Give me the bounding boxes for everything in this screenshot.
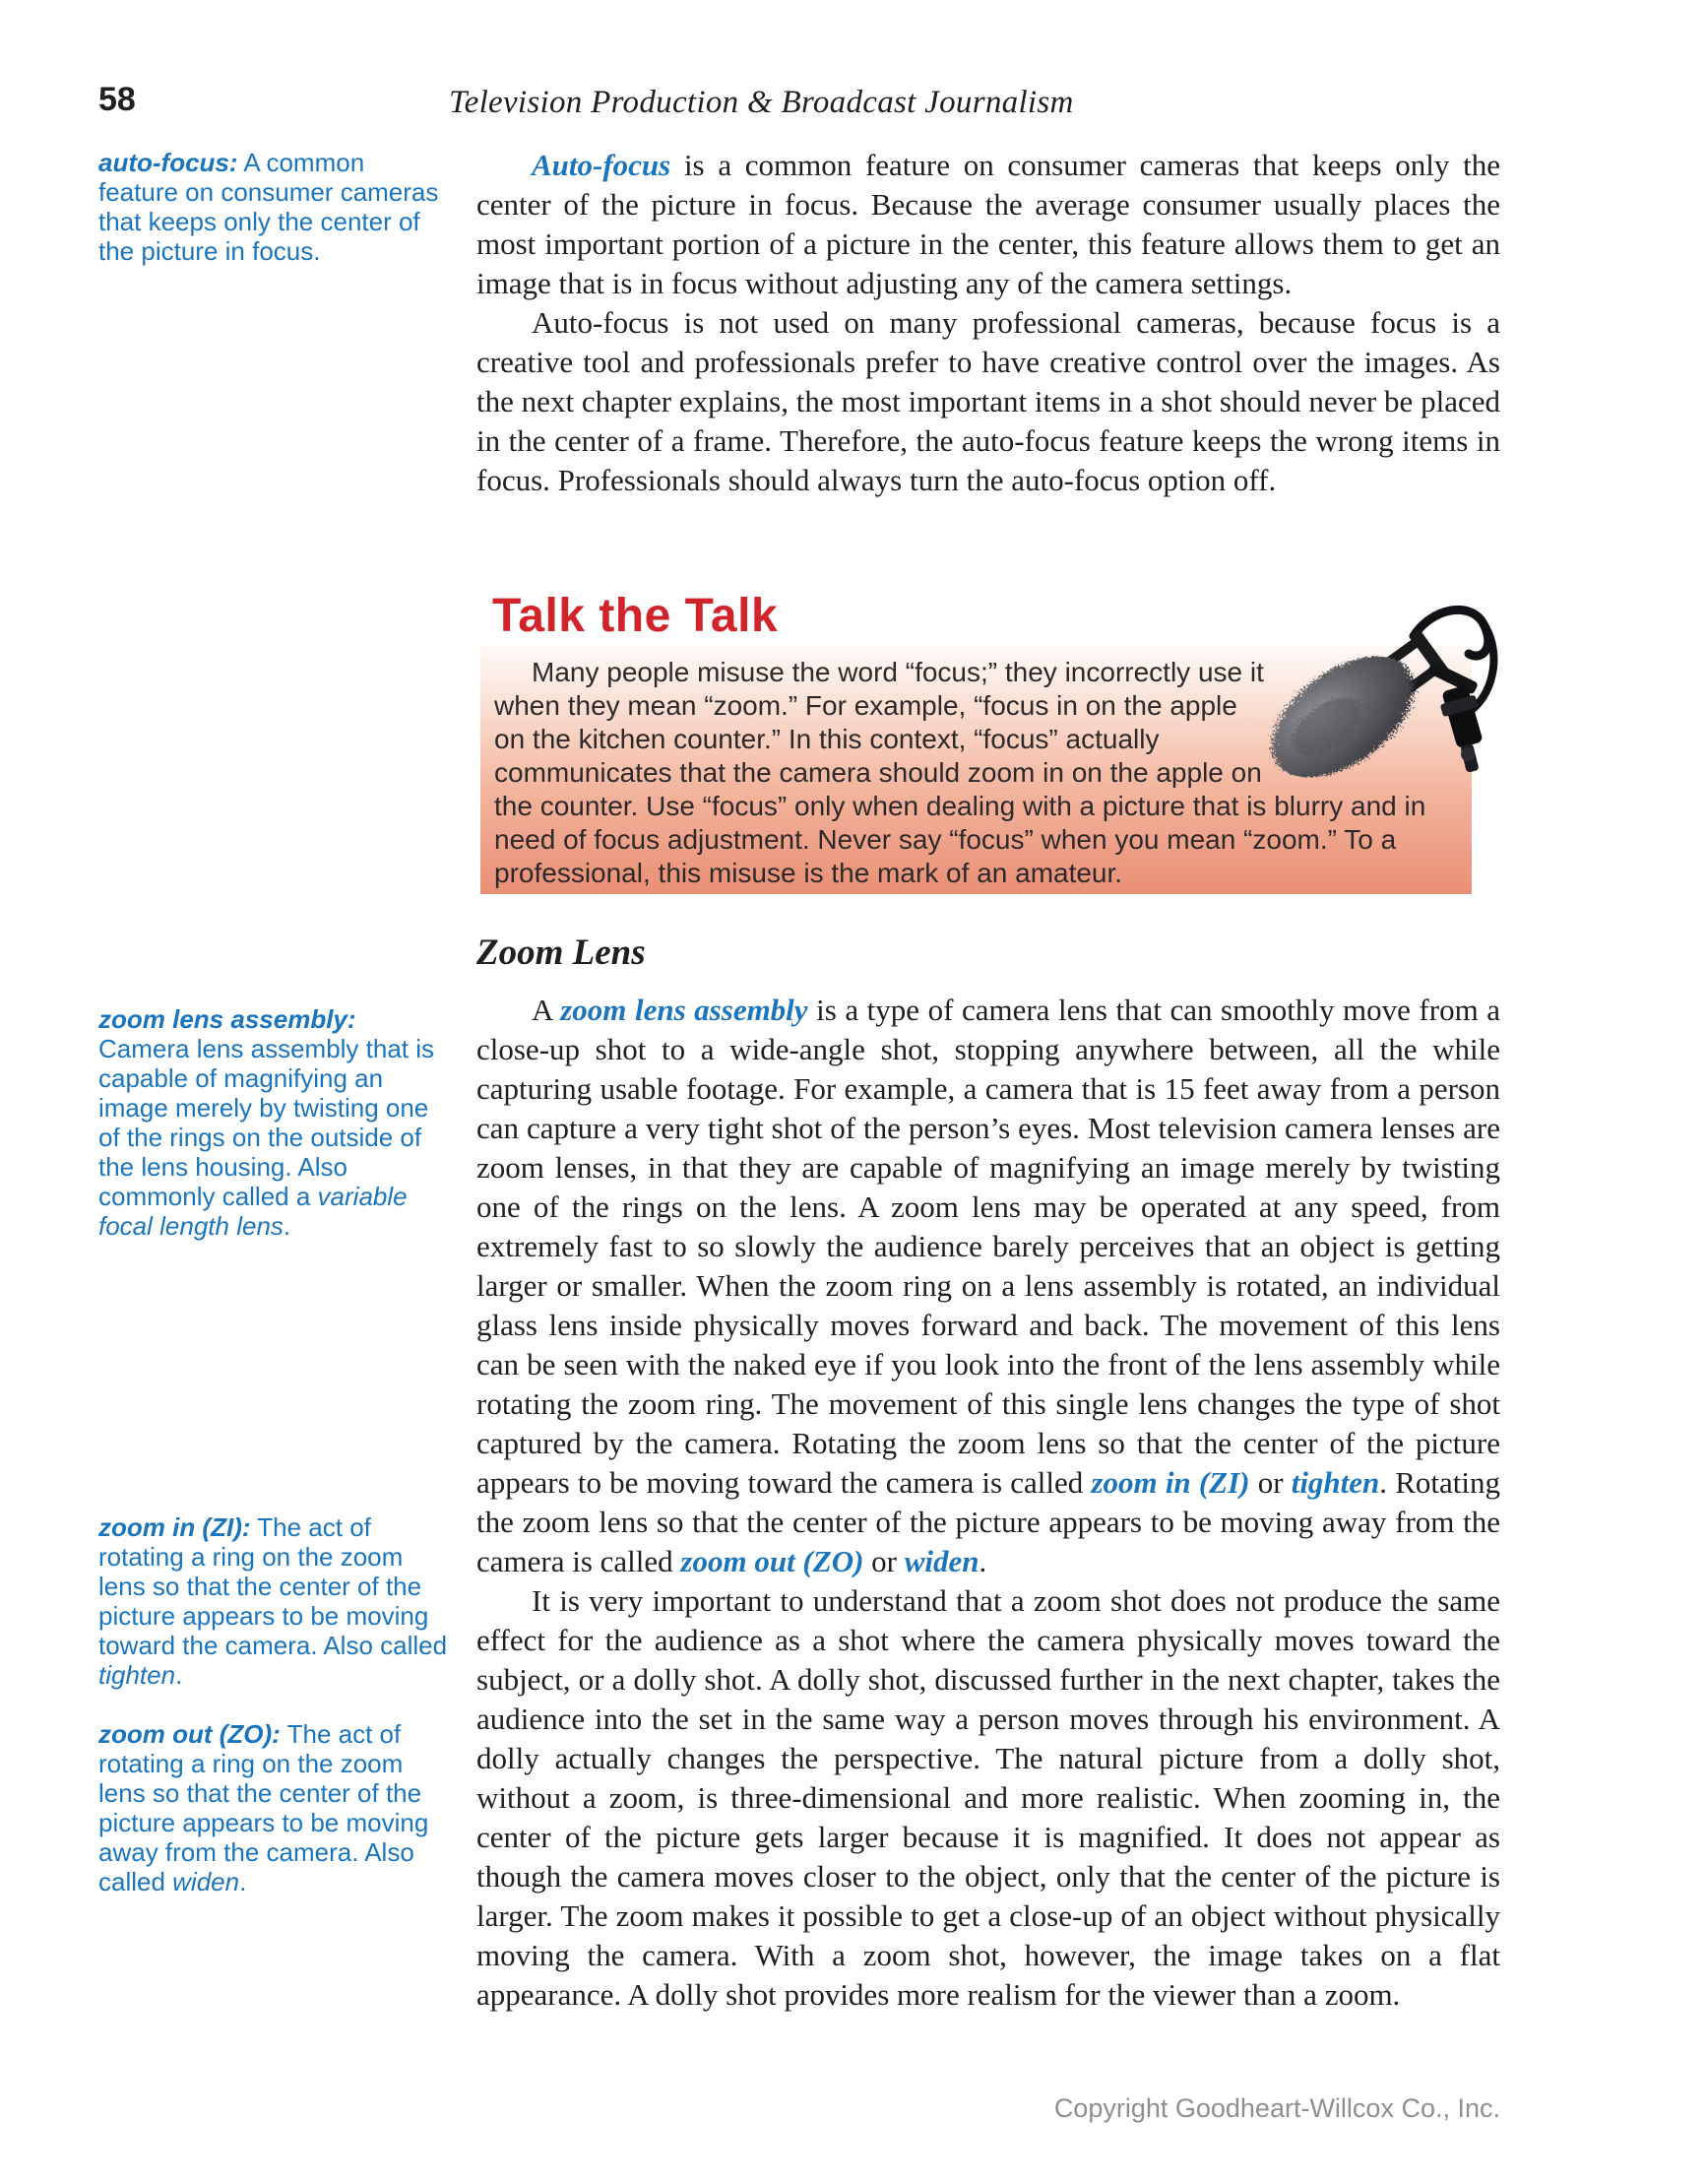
microphone-image [1268, 597, 1516, 794]
body-text-auto-focus [476, 146, 1500, 500]
footer-copyright: Copyright Goodheart-Willcox Co., Inc. [1053, 2093, 1500, 2123]
section-heading-zoom-lens: Zoom Lens [476, 932, 646, 973]
body-paragraph-4: It is very important to understand that a zoom shot does not produce the same effect for the audience as a shot where the camera physically moves toward the subject, or a dolly shot. A dolly shot, discussed further in the next chapter, takes the audience into the set in the same way a person moves through his environment. A dolly actually changes the perspective. The natural picture from a dolly shot, without a zoom, is three-dimensional and more realistic. When zooming in, the center of the picture gets larger because it is magnified. It does not appear as though the camera moves closer to the object, only that the center of the picture is larger. The zoom makes it possible to get a close-up of an object without physically moving the camera. With a zoom shot, however, the image takes on a flat appearance. A dolly shot provides more realism for the viewer than a zoom. [476, 1583, 1500, 2012]
body-text-zoom-lens [476, 991, 1500, 2015]
margin-note-zoom-lens-assembly: zoom lens assembly: Camera lens assembly that is capable of magnifying an image merely by twisting one of the rings on the outside of the lens housing. Also commonly called a variable focal length lens. [98, 1004, 435, 1241]
running-head: Television Production & Broadcast Journalism [449, 85, 1074, 120]
body-paragraph-2: Auto-focus is not used on many professional cameras, because focus is a creative tool and professionals prefer to have creative control over the images. As the next chapter explains, the most important items in a shot should never be placed in the center of a frame. Therefore, the auto-focus feature keeps the wrong items in focus. Professionals should always turn the auto-focus option off. [476, 305, 1500, 497]
body-paragraph-3: A zoom lens assembly is a type of camera lens that can smoothly move from a close-up shot to a wide-angle shot, stopping anywhere between, all the while capturing usable footage. For example, a camera that is 15 feet away from a person can capture a very tight shot of the person’s eyes. Most television camera lenses are zoom lenses, in that they are capable of magnifying an image merely by twisting one of the rings on the lens. A zoom lens may be operated at any speed, from extremely fast to so slowly the audience barely perceives that an object is getting larger or smaller. When the zoom ring on a lens assembly is rotated, an individual glass lens inside physically moves forward and back. The movement of this lens can be seen with the naked eye if you look into the front of the lens assembly while rotating the zoom ring. The movement of this single lens changes the type of shot captured by the camera. Rotating the zoom lens so that the center of the picture appears to be moving toward the camera is called zoom in (ZI) or tighten. Rotating the zoom lens so that the center of the picture appears to be moving away from the camera is called zoom out (ZO) or widen. [476, 993, 1500, 1578]
body-paragraph-1: Auto-focus is a common feature on consumer cameras that keeps only the center of the picture in focus. Because the average consumer usually places the most important portion of a picture in the center, this feature allows them to get an image that is in focus without adjusting any of the camera settings. [476, 148, 1500, 300]
margin-note-auto-focus: auto-focus: A common feature on consumer cameras that keeps only the center of the picture in focus. [98, 148, 439, 266]
talk-the-talk-heading: Talk the Talk [492, 590, 779, 642]
talk-the-talk-body: Many people misuse the word “focus;” they incorrectly use it when they mean “zoom.” For example, “focus in on the apple on the kitchen counter.” In this context, “focus” actually communicates that the camera should zoom in on the apple on the counter. Use “focus” only when dealing with a picture that is blurry and in need of focus adjustment. Never say “focus” when you mean “zoom.” To a professional, this misuse is the mark of an amateur. [494, 657, 1426, 888]
margin-note-zoom-in: zoom in (ZI): The act of rotating a ring on the zoom lens so that the center of the picture appears to be moving toward the camera. Also called tighten. [98, 1512, 448, 1690]
page-number: 58 [98, 81, 136, 118]
margin-note-zoom-out: zoom out (ZO): The act of rotating a ring on the zoom lens so that the center of the picture appears to be moving away from the camera. Also called widen. [98, 1719, 429, 1896]
